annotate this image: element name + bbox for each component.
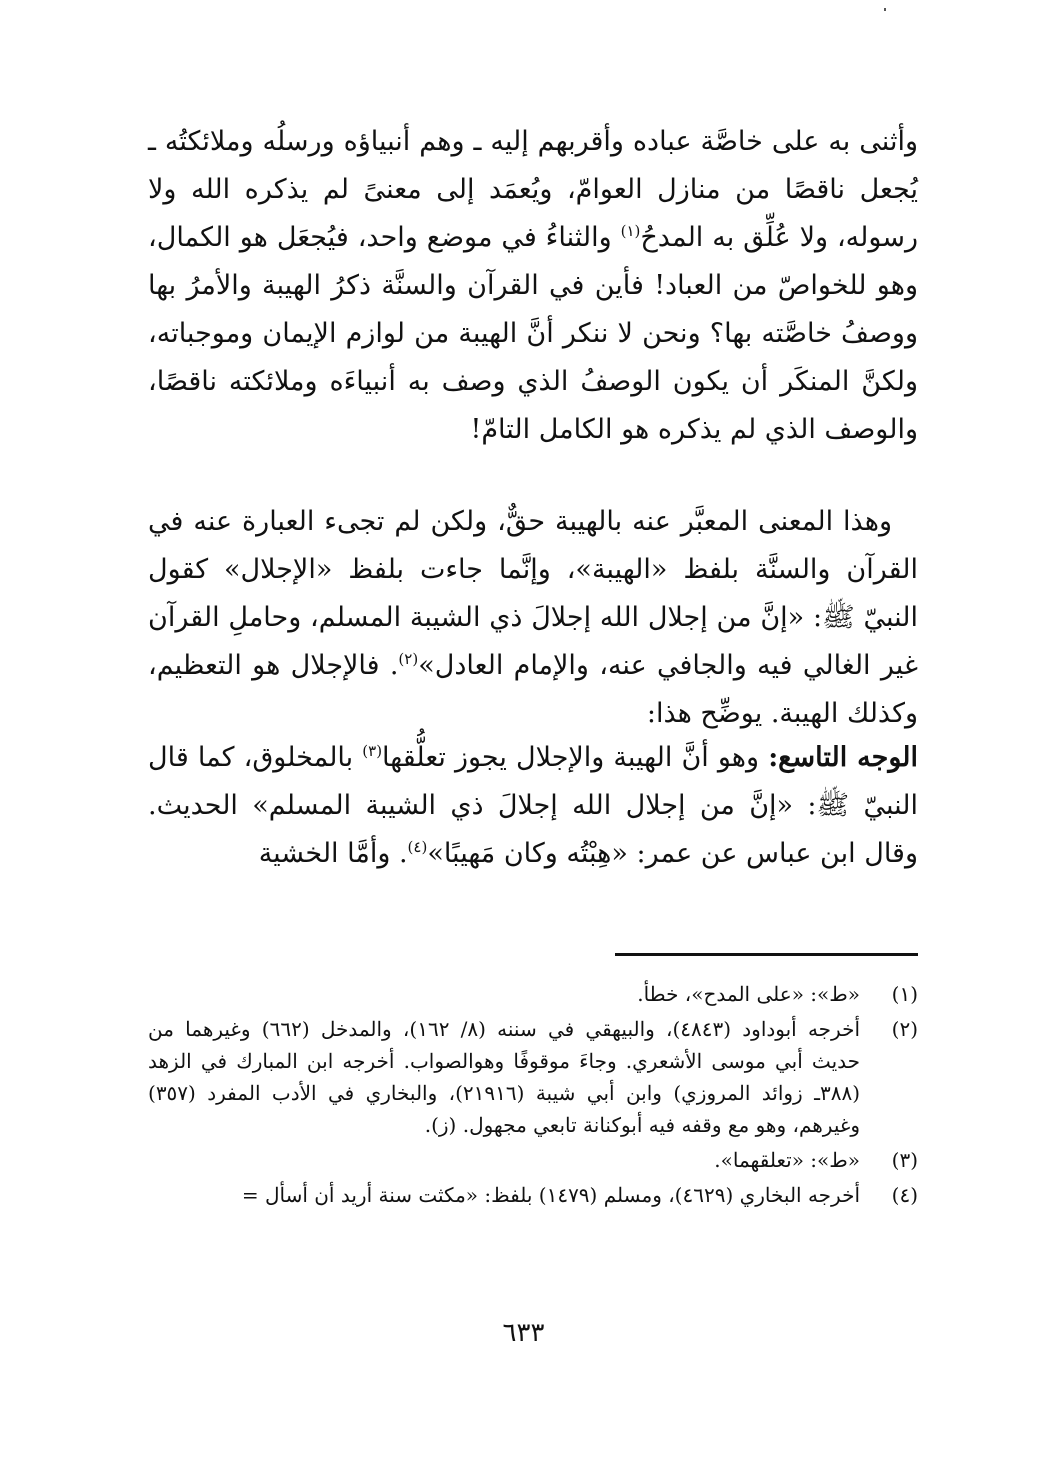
footnote-ref-3: (٣) <box>362 742 383 760</box>
footnote-text: «ط»: «تعلقهما». <box>714 1148 860 1172</box>
paragraph-2-text-a: وهذا المعنى المعبَّر عنه بالهيبة حقٌّ، ولكن لم تجىء العبارة عنه في القرآن والسنَّة بلفظ «الهيبة»، وإنَّما جاءت بلفظ «الإجلال» كقول النبيّ ﷺ: «إنَّ من إجلال الله إجلالَ ذي الشيبة المسلم، وحاملِ القرآن غير الغالي فيه والجافي عنه، والإمام العادل» <box>148 506 918 681</box>
footnote-text: أخرجه البخاري (٤٦٢٩)، ومسلم (١٤٧٩) بلفظ: «مكثت سنة أريد أن أسأل = <box>241 1183 860 1207</box>
paragraph-1-text-a: وأثنى به على خاصَّة عباده وأقربهم إليه ـ وهم أنبياؤه ورسلُه وملائكتُه ـ يُجعل ناقصًا من منازل العوامّ، ويُعمَد إلى معنىً لم يذكره الله ولا رسوله، ولا عُلِّق به المدحُ <box>148 126 918 253</box>
footnote-number: (٤) <box>891 1183 918 1207</box>
paragraph-3 <box>148 734 918 878</box>
footnote-4 <box>148 1179 918 1211</box>
footnote-text: أخرجه أبوداود (٤٨٤٣)، والبيهقي في سننه (٨/ ١٦٢)، والمدخل (٦٦٢) وغيرهما من حديث أبي موسى الأشعري. وجاءَ موقوفًا وهوالصواب. أخرجه ابن المبارك في الزهد (٣٨٨ـ زوائد المروزي) وابن أبي شيبة (٢١٩١٦)، والبخاري في الأدب المفرد (٣٥٧) وغيرهم، وهو مع وقفه فيه أبوكنانة تابعي مجهول. (ز). <box>148 1017 860 1137</box>
paragraph-1 <box>148 118 918 454</box>
paragraph-3-text-c: . وأمَّا الخشية <box>258 838 408 869</box>
paragraph-2-text-b: . فالإجلال هو التعظيم، وكذلك الهيبة. يوضِّح هذا: <box>148 650 918 729</box>
section-heading: الوجه التاسع: <box>768 742 918 773</box>
footnote-1 <box>148 978 918 1010</box>
footnote-2 <box>148 1013 918 1141</box>
footnote-ref-2: (٢) <box>398 650 419 668</box>
footnote-number: (٢) <box>891 1017 918 1041</box>
paragraph-3-text-b: بالمخلوق، كما قال النبيّ ﷺ: «إنَّ من إجلال الله إجلالَ ذي الشيبة المسلم» الحديث. وقال ابن عباس عن عمر: «هِبْتُه وكان مَهيبًا» <box>148 742 918 869</box>
footnote-number: (٣) <box>891 1148 918 1172</box>
footnote-separator <box>615 953 918 956</box>
footnote-text: «ط»: «على المدح»، خطأ. <box>637 982 860 1006</box>
paragraph-2 <box>148 498 918 738</box>
page-number: ٦٣٣ <box>502 1318 545 1348</box>
paragraph-1-text-b: والثناءُ في موضع واحد، فيُجعَل هو الكمال، وهو للخواصّ من العباد! فأين في القرآن والسنَّة ذكرُ الهيبة والأمرُ بها ووصفُ خاصَّته بها؟ ونحن لا ننكر أنَّ الهيبة من لوازم الإيمان وموجباته، ولكنَّ المنكَر أن يكون الوصفُ الذي وصف به أنبياءَه وملائكته ناقصًا، والوصف الذي لم يذكره هو الكامل التامّ! <box>148 222 918 445</box>
footnote-3 <box>148 1144 918 1176</box>
footnote-ref-1: (١) <box>620 222 641 240</box>
footnote-number: (١) <box>891 982 918 1006</box>
scan-speck <box>884 8 886 11</box>
footnotes <box>148 978 918 1214</box>
footnote-ref-4: (٤) <box>407 838 428 856</box>
paragraph-3-text-a: وهو أنَّ الهيبة والإجلال يجوز تعلُّقها <box>382 742 769 773</box>
